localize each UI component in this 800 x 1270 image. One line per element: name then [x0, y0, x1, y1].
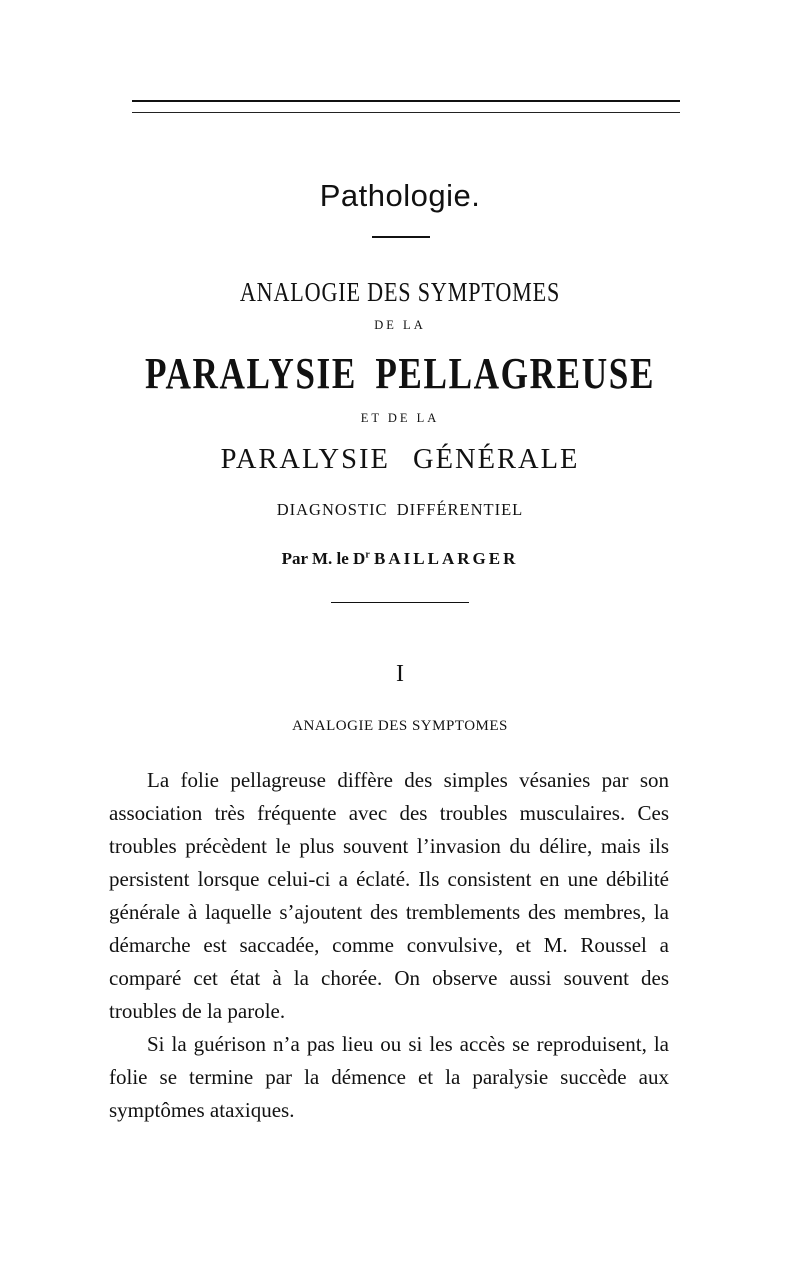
body-text — [109, 764, 669, 1127]
section-title: Pathologie. — [319, 178, 481, 213]
article-title-line3: PARALYSIE GÉNÉRALE — [220, 444, 580, 475]
byline-divider — [331, 602, 469, 603]
paragraph-1: La folie pellagreuse diffère des simples vésanies par son association très fréquente avec des troubles musculaires. Ces troubles précèdent le plus souvent l’invasion du délire, mais ils persistent lorsque celui-ci a éclaté. Ils consistent en une débilité générale à laquelle s’ajoutent des tremblements des membres, la démarche est saccadée, comme convulsive, et M. Roussel a comparé cet état à la chorée. On observe aussi souvent des troubles de la parole. — [109, 768, 669, 1023]
article-title-line2: PARALYSIE PELLAGREUSE — [144, 349, 656, 398]
top-double-rule — [132, 100, 680, 113]
part-heading: ANALOGIE DES SYMPTOMES — [292, 718, 508, 734]
part-number: I — [396, 661, 404, 687]
byline-superscript: r — [365, 549, 370, 561]
byline-author: BAILLARGER — [374, 549, 519, 568]
byline-prefix: Par M. le D — [281, 549, 366, 568]
paragraph-2: Si la guérison n’a pas lieu ou si les accès se reproduisent, la folie se termine par la démence et la paralysie succède aux symptômes ataxiques. — [109, 1032, 669, 1122]
article-title-et-de-la: ET DE LA — [360, 411, 440, 425]
article-title-line1: ANALOGIE DES SYMPTOMES — [239, 277, 561, 307]
title-divider — [372, 236, 430, 238]
article-subtitle: DIAGNOSTIC DIFFÉRENTIEL — [276, 500, 524, 519]
author-byline — [0, 549, 800, 569]
article-title-de-la: DE LA — [374, 318, 426, 332]
